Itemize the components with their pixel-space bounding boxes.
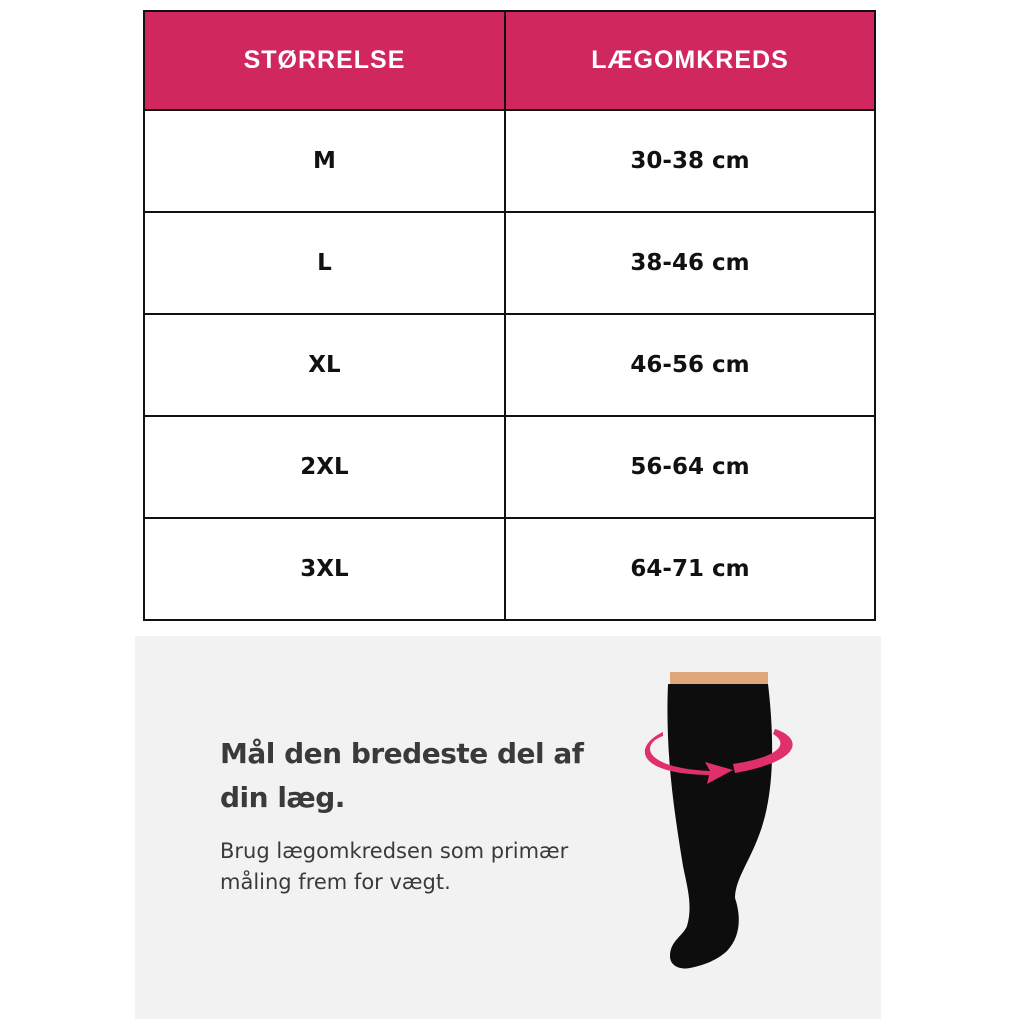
table-header-row bbox=[144, 11, 875, 110]
size-cell: M bbox=[144, 110, 505, 212]
compression-sock-illustration bbox=[625, 666, 805, 1016]
header-size: STØRRELSE bbox=[144, 11, 505, 110]
measurement-subtext: Brug lægomkredsen som primær måling frem for vægt. bbox=[220, 839, 569, 894]
circumference-cell: 46-56 cm bbox=[505, 314, 875, 416]
circumference-cell: 56-64 cm bbox=[505, 416, 875, 518]
table-row bbox=[144, 314, 875, 416]
table-row bbox=[144, 416, 875, 518]
sock-icon bbox=[667, 684, 772, 969]
measurement-panel bbox=[135, 636, 881, 1019]
table-row bbox=[144, 110, 875, 212]
table-row bbox=[144, 212, 875, 314]
measurement-headline: Mål den bredeste del af din læg. bbox=[220, 737, 584, 814]
leg-skin bbox=[670, 672, 768, 686]
circumference-cell: 30-38 cm bbox=[505, 110, 875, 212]
circumference-cell: 38-46 cm bbox=[505, 212, 875, 314]
table-row bbox=[144, 518, 875, 620]
size-cell: L bbox=[144, 212, 505, 314]
header-calf-circumference: LÆGOMKREDS bbox=[505, 11, 875, 110]
size-cell: 2XL bbox=[144, 416, 505, 518]
size-cell: 3XL bbox=[144, 518, 505, 620]
size-chart-table bbox=[143, 10, 876, 621]
circumference-cell: 64-71 cm bbox=[505, 518, 875, 620]
size-cell: XL bbox=[144, 314, 505, 416]
